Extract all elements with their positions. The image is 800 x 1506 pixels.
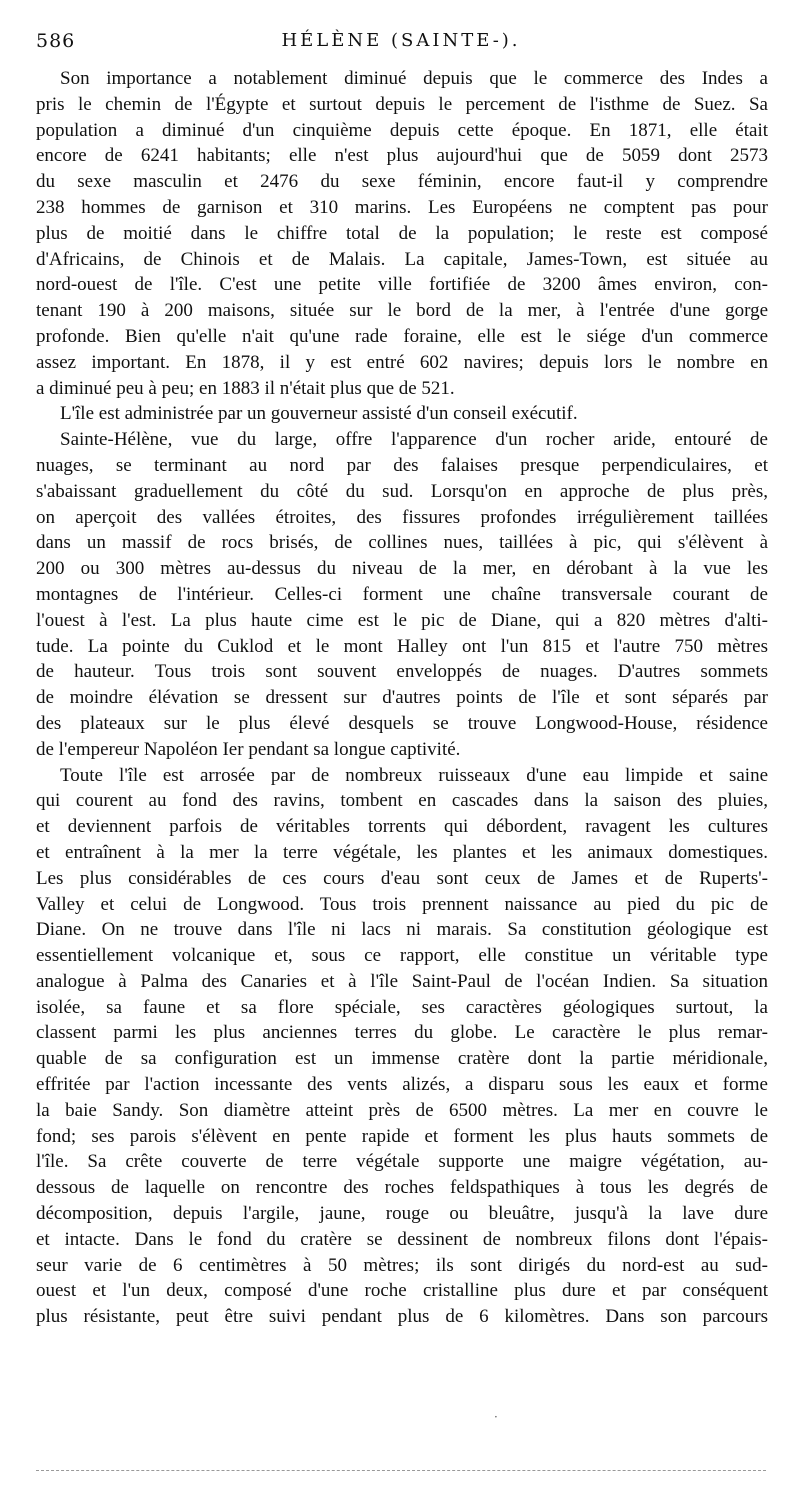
text-line: l'ouest à l'est. La plus haute cime est le pic de Diane, qui a 820 mètres d'alti- [36,609,768,631]
text-line: nord-ouest de l'île. C'est une petite ville fortifiée de 3200 âmes environ, con- [36,274,768,296]
text-line: pris le chemin de l'Égypte et surtout depuis le percement de l'isthme de Suez. Sa [36,93,768,115]
text-line: on aperçoit des vallées étroites, des fissures profondes irrégulièrement taillées [36,506,768,528]
text-line: et entraînent à la mer la terre végétale, les plantes et les animaux domestiques. [36,841,768,863]
text-line: du sexe masculin et 2476 du sexe féminin, encore faut-il y comprendre [36,171,768,193]
text-line: fond; ses parois s'élèvent en pente rapide et forment les plus hauts sommets de [36,1125,768,1147]
text-line: et intacte. Dans le fond du cratère se dessinent de nombreux filons dont l'épais- [36,1228,768,1250]
text-line: Toute l'île est arrosée par de nombreux ruisseaux d'une eau limpide et saine [60,764,768,786]
page-header [36,30,766,56]
page-speck: · [494,1410,498,1424]
text-line: de l'empereur Napoléon Ier pendant sa longue captivité. [36,738,461,760]
text-line: Diane. On ne trouve dans l'île ni lacs ni marais. Sa constitution géologique est [36,919,768,941]
text-line: l'île. Sa crête couverte de terre végétale supporte une maigre végétation, au- [36,1151,768,1173]
text-line: décomposition, depuis l'argile, jaune, rouge ou bleuâtre, jusqu'à la lave dure [36,1203,768,1225]
text-line: profonde. Bien qu'elle n'ait qu'une rade foraine, elle est le siége d'un commerce [36,325,768,347]
text-line: population a diminué d'un cinquième depuis cette époque. En 1871, elle était [36,119,768,141]
text-line: Valley et celui de Longwood. Tous trois prennent naissance au pied du pic de [36,893,768,915]
paragraph [36,427,768,762]
text-line: 200 ou 300 mètres au-dessus du niveau de la mer, en dérobant à la vue les [36,558,768,580]
text-line: classent parmi les plus anciennes terres du globe. Le caractère le plus remar- [36,1022,768,1044]
text-line: qui courent au fond des ravins, tombent en cascades dans la saison des pluies, [36,790,768,812]
paragraph [36,66,768,401]
footer-rule [36,1470,766,1471]
text-line: la baie Sandy. Son diamètre atteint près de 6500 mètres. La mer en couvre le [36,1099,768,1121]
text-line: de moindre élévation se dressent sur d'autres points de l'île et sont séparés par [36,687,768,709]
paragraph [36,401,768,427]
text-line: L'île est administrée par un gouverneur assisté d'un conseil exécutif. [60,403,578,425]
text-line: encore de 6241 habitants; elle n'est plus aujourd'hui que de 5059 dont 2573 [36,145,768,167]
text-line: analogue à Palma des Canaries et à l'île Saint-Paul de l'océan Indien. Sa situation [36,970,768,992]
text-line: Les plus considérables de ces cours d'eau sont ceux de James et de Ruperts'- [36,867,768,889]
page-number: 586 [36,30,76,52]
text-line: tenant 190 à 200 maisons, située sur le bord de la mer, à l'entrée d'une gorge [36,300,768,322]
text-line: ouest et l'un deux, composé d'une roche cristalline plus dure et par conséquent [36,1280,768,1302]
text-line: seur varie de 6 centimètres à 50 mètres; ils sont dirigés du nord-est au sud- [36,1254,768,1276]
running-head: HÉLÈNE (SAINTE-). [281,30,521,51]
text-line: dessous de laquelle on rencontre des roches feldspathiques à tous les degrés de [36,1177,768,1199]
text-line: d'Africains, de Chinois et de Malais. La capitale, James-Town, est située au [36,248,768,270]
text-line: 238 hommes de garnison et 310 marins. Les Européens ne comptent pas pour [36,196,768,218]
text-line: tude. La pointe du Cuklod et le mont Halley ont l'un 815 et l'autre 750 mètres [36,635,768,657]
text-line: de hauteur. Tous trois sont souvent enveloppés de nuages. D'autres sommets [36,661,768,683]
text-line: s'abaissant graduellement du côté du sud. Lorsqu'on en approche de plus près, [36,480,768,502]
text-line: essentiellement volcanique et, sous ce rapport, elle constitue un véritable type [36,945,768,967]
text-line: a diminué peu à peu; en 1883 il n'était plus que de 521. [36,377,455,399]
body-text [36,66,768,1330]
paragraph [36,763,768,1331]
text-line: dans un massif de rocs brisés, de collines nues, taillées à pic, qui s'élèvent à [36,532,768,554]
text-line: effritée par l'action incessante des vents alizés, a disparu sous les eaux et forme [36,1074,768,1096]
text-line: Sainte-Hélène, vue du large, offre l'apparence d'un rocher aride, entouré de [60,429,768,451]
text-line: des plateaux sur le plus élevé desquels se trouve Longwood-House, résidence [36,712,768,734]
text-line: et deviennent parfois de véritables torrents qui débordent, ravagent les cultures [36,816,768,838]
text-line: nuages, se terminant au nord par des falaises presque perpendiculaires, et [36,454,768,476]
text-line: isolée, sa faune et sa flore spéciale, ses caractères géologiques surtout, la [36,996,768,1018]
text-line: Son importance a notablement diminué depuis que le commerce des Indes a [60,68,768,89]
text-line: plus de moitié dans le chiffre total de la population; le reste est composé [36,222,768,244]
text-line: assez important. En 1878, il y est entré 602 navires; depuis lors le nombre en [36,351,768,373]
text-line: quable de sa configuration est un immense cratère dont la partie méridionale, [36,1048,768,1070]
text-line: plus résistante, peut être suivi pendant plus de 6 kilomètres. Dans son parcours [36,1306,768,1328]
text-line: montagnes de l'intérieur. Celles-ci forment une chaîne transversale courant de [36,583,768,605]
